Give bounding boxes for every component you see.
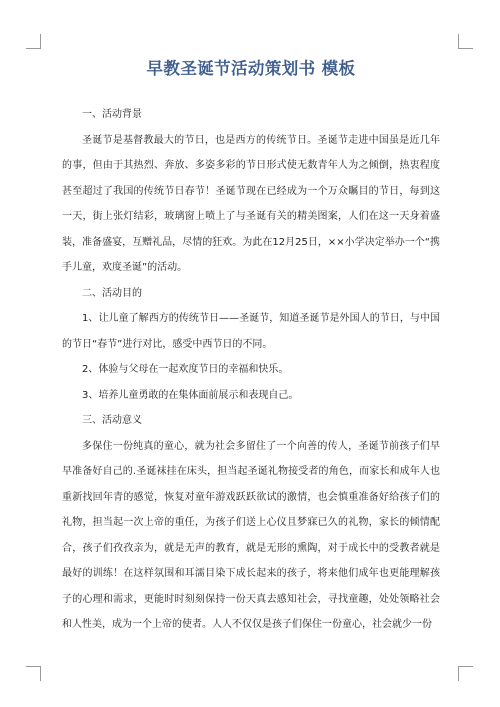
list-item: 2、体验与父母在一起欢度节日的幸福和快乐。	[82, 364, 289, 375]
section-heading: 三、活动意义	[82, 415, 142, 426]
section-significance	[62, 408, 440, 638]
section-background	[62, 102, 440, 281]
document-title: 早教圣诞节活动策划书 模板	[146, 59, 356, 78]
crop-mark-bottom-left	[26, 666, 41, 681]
list-item: 1、让儿童了解西方的传统节日——圣诞节，知道圣诞节是外国人的节日，与中国的节日“春节”进行对比，感受中西节日的不同。	[62, 313, 440, 350]
paragraph: 多保住一份纯真的童心，就为社会多留住了一个向善的传人，圣诞节前孩子们早早准备好自己的.圣诞袜挂在床头，担当起圣诞礼物接受者的角色，而家长和成年人也重新找回年青的感觉，恢复对童年游戏跃跃欲试的激情，也会慎重准备好给孩子们的礼物，担当起一次上帝的重任，为孩子们送上心仪且梦寐已久的礼物，家长的倾情配合，孩子们孜孜亲为，就是无声的教育，就是无形的熏陶，对于成长中的受教者就是最好的训练！在这样氛围和耳濡目染下成长起来的孩子，将来他们成年也更能理解孩子的心理和需求，更能时时刻刻保持一份天真去感知社会，寻找童趣，处处领略社会和人性美，成为一个上帝的使者。人人不仅仅是孩子们保住一份童心，社会就少一份	[62, 440, 440, 630]
section-heading: 二、活动目的	[82, 287, 142, 299]
crop-mark-top-left	[26, 34, 41, 49]
document-body	[62, 58, 440, 638]
section-purpose	[62, 281, 440, 409]
section-heading: 一、活动背景	[82, 109, 142, 120]
crop-mark-top-right	[458, 34, 473, 49]
paragraph: 圣诞节是基督教最大的节日，也是西方的传统节日。圣诞节走进中国虽是近几年的事，但由于其热烈、奔放、多姿多彩的节日形式使无数青年人为之倾倒，热衷程度甚至超过了我国的传统节日春节！圣诞节现在已经成为一个万众瞩目的节日，每到这一天，街上张灯结彩，玻璃窗上喷上了与圣诞有关的精美图案，人们在这一天身着盛装，准备盛宴，互赠礼品，尽情的狂欢。为此在12月25日，××小学决定举办一个“携手儿童，欢度圣诞”的活动。	[62, 134, 440, 273]
crop-mark-bottom-right	[458, 666, 473, 681]
list-item: 3、培养儿童勇敢的在集体面前展示和表现自己。	[82, 389, 299, 401]
